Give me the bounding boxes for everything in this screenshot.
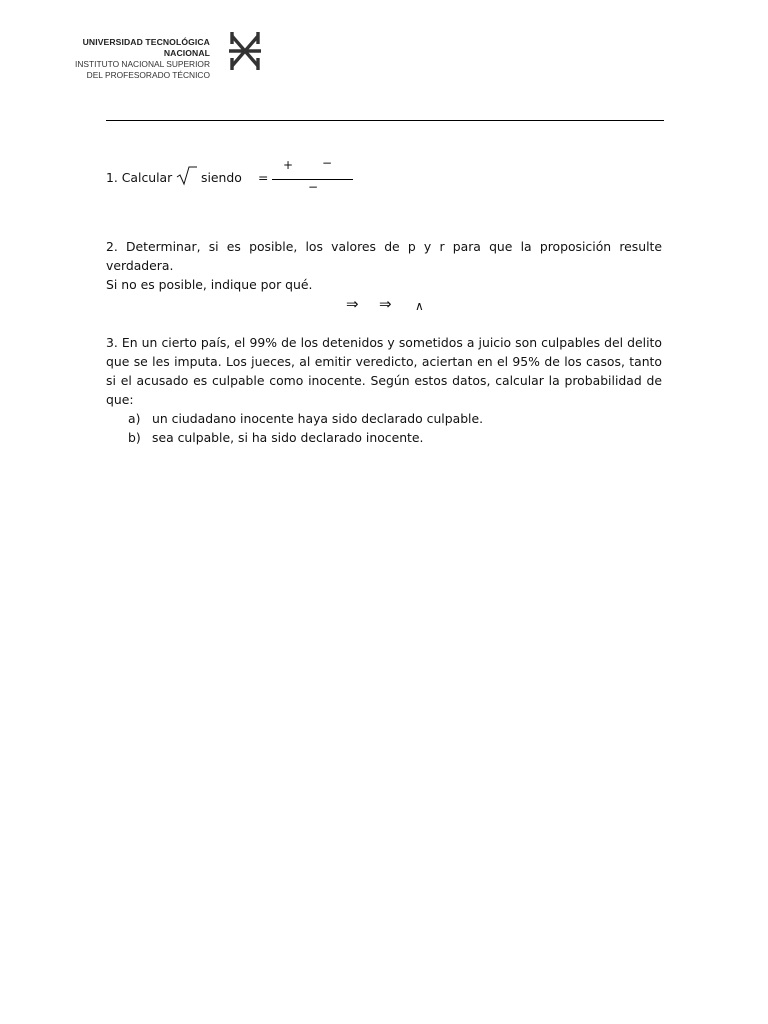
institute-line-1: INSTITUTO NACIONAL SUPERIOR [75,59,210,69]
institution-text [40,37,210,81]
and-symbol: ∧ [415,299,424,313]
implies-symbol-2: ⇒ [379,295,392,313]
header-divider [106,120,664,121]
square-root-icon [176,165,198,187]
institute-line-2: DEL PROFESORADO TÉCNICO [86,70,210,80]
exercise-1-label: 1. Calcular [106,170,173,185]
document-header [40,30,260,80]
exercise-3 [106,333,662,447]
list-item-text: un ciudadano inocente haya sido declarado culpable. [152,411,484,426]
logic-proposition [106,294,662,314]
exercise-2-line-1: 2. Determinar, si es posible, los valores de p y r para que la proposición resulte verdadera. [106,239,662,273]
fraction-minus-top: − [322,156,333,170]
fraction-plus-sign: + [283,158,294,172]
exercise-3-statement: 3. En un cierto país, el 99% de los detenidos y sometidos a juicio son culpables del delito que se les imputa. Los jueces, al emitir veredicto, aciertan en el 95% de los casos, tanto si el acusado es culpable como inocente. Según estos datos, calcular la probabilidad de que: [106,335,662,407]
exercise-1-siendo: siendo [201,170,242,185]
utn-logo-icon [228,30,262,72]
exercise-2-line-2: Si no es posible, indique por qué. [106,277,313,292]
list-marker: a) [128,411,141,426]
list-item [106,428,662,447]
implies-symbol-1: ⇒ [346,295,359,313]
list-item-text: sea culpable, si ha sido declarado inocente. [152,430,424,445]
exercise-3-items [106,409,662,447]
equals-sign: = [258,170,269,185]
fraction-minus-bottom: − [308,180,319,194]
list-marker: b) [128,430,141,445]
list-item [106,409,662,428]
exercise-1 [106,156,406,198]
exercise-2 [106,237,662,314]
university-name: UNIVERSIDAD TECNOLÓGICA NACIONAL [82,37,210,58]
